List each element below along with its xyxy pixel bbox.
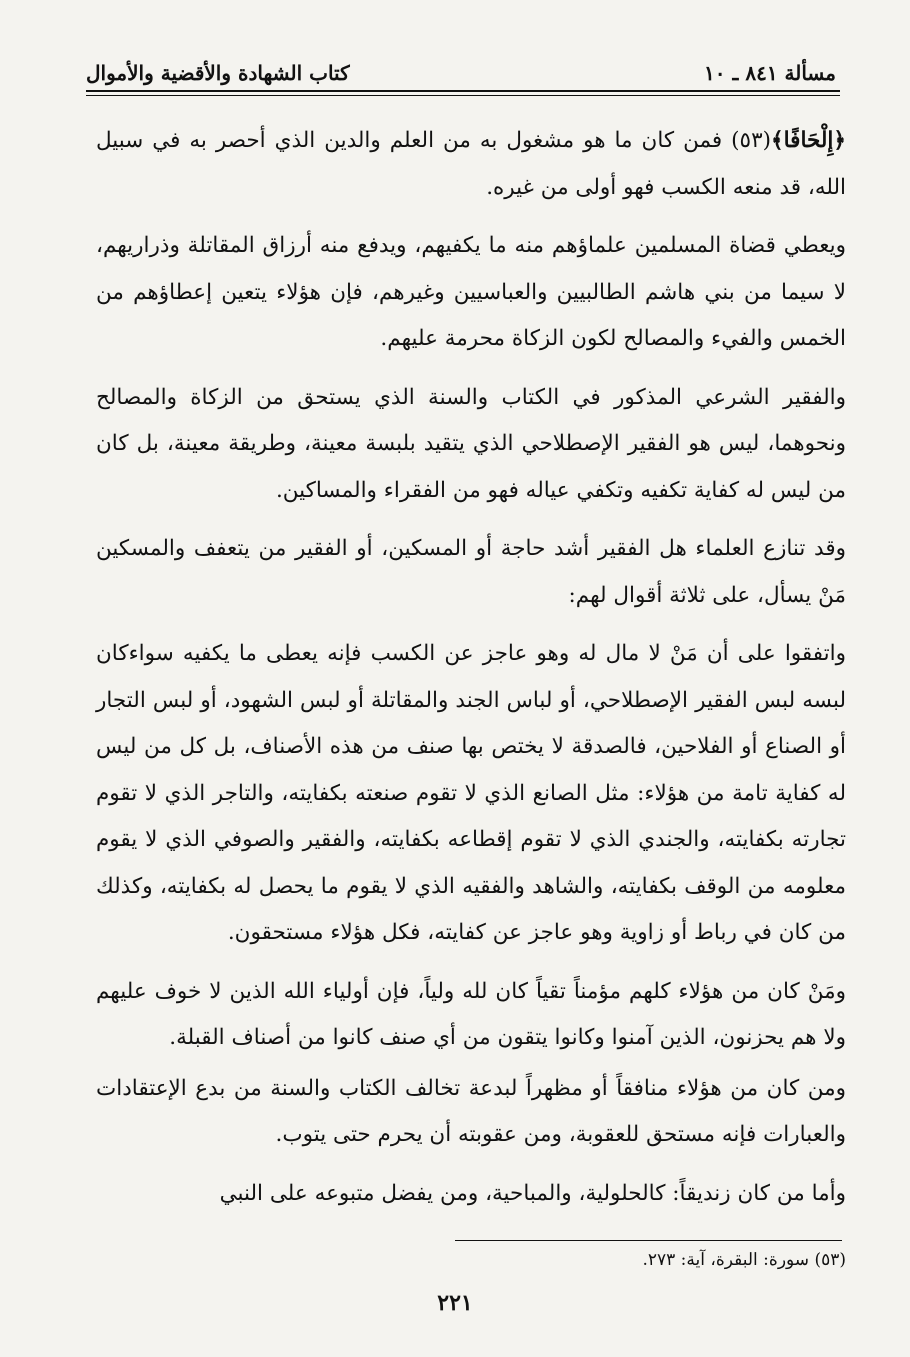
paragraph <box>96 1066 846 1159</box>
header-issue-number: مسألة ٨٤١ ـ ١٠ <box>704 61 836 85</box>
paragraph-text: (٥٣) فمن كان ما هو مشغول به من العلم والدين الذي أحصر به في سبيل الله، قد منعه الكسب فهو أولى من غيره. <box>96 128 846 200</box>
paragraph-text: واتفقوا على أن مَنْ لا مال له وهو عاجز عن الكسب فإنه يعطى ما يكفيه سواءكان لبسه لبس الفقير الإصطلاحي، أو لباس الجند والمقاتلة أو لبس الشهود، أو لبس التجار أو الصناع أو الفلاحين، فالصدقة لا يختص بها صنف من هذه الأصناف، بل كل من ليس له كفاية تامة من هؤلاء: مثل الصانع الذي لا تقوم صنعته بكفايته، والتاجر الذي لا تقوم تجارته بكفايته، والجندي الذي لا تقوم إقطاعه بكفايته، والفقير والصوفي الذي لا يقوم معلومه من الوقف بكفايته، والشاهد والفقيه الذي لا يقوم ما يحصل له بكفايته، وكذلك من كان في رباط أو زاوية وهو عاجز عن كفايته، فكل هؤلاء مستحقون. <box>96 641 846 945</box>
header-rule-thin <box>86 95 840 96</box>
paragraph-text: ومَنْ كان من هؤلاء كلهم مؤمناً تقياً كان لله ولياً، فإن أولياء الله الذين لا خوف عليهم ولا هم يحزنون، الذين آمنوا وكانوا يتقون من أي صنف كانوا من أصناف القبلة. <box>96 978 846 1050</box>
paragraph-text: ومن كان من هؤلاء منافقاً أو مظهراً لبدعة تخالف الكتاب والسنة من بدع الإعتقادات والعبارات فإنه مستحق للعقوبة، ومن عقوبته أن يحرم حتى يتوب. <box>96 1075 846 1147</box>
paragraph <box>96 223 846 363</box>
footnote-rule <box>455 1240 842 1241</box>
paragraph-text: ويعطي قضاة المسلمين علماؤهم منه ما يكفيهم، ويدفع منه أرزاق المقاتلة وذراريهم، لا سيما من بني هاشم الطالبيين والعباسيين وغيرهم، فإن هؤلاء يتعين إعطاؤهم من الخمس والفيء والمصالح لكون الزكاة محرمة عليهم. <box>96 233 846 351</box>
running-header <box>86 56 836 90</box>
header-book-title: كتاب الشهادة والأقضية والأموال <box>86 61 350 85</box>
paragraph <box>96 1171 846 1218</box>
header-rule-thick <box>86 90 840 92</box>
paragraph <box>96 526 846 619</box>
paragraph <box>96 375 846 515</box>
paragraph-text: وأما من كان زنديقاً: كالحلولية، والمباحية، ومن يفضل متبوعه على النبي <box>219 1180 846 1206</box>
page-number: ٢٢١ <box>437 1290 473 1316</box>
quran-word: ﴿إِلْحَافًا﴾ <box>771 128 846 153</box>
paragraph-text: وقد تنازع العلماء هل الفقير أشد حاجة أو المسكين، أو الفقير من يتعفف والمسكين مَنْ يسأل، على ثلاثة أقوال لهم: <box>96 536 846 608</box>
footnote: (٥٣) سورة: البقرة، آية: ٢٧٣. <box>642 1250 846 1270</box>
page-body <box>96 118 846 1229</box>
paragraph <box>96 631 846 957</box>
paragraph-text: والفقير الشرعي المذكور في الكتاب والسنة الذي يستحق من الزكاة والمصالح ونحوهما، ليس هو الفقير الإصطلاحي الذي يتقيد بلبسة معينة، وطريقة معينة، بل كان من ليس له كفاية تكفيه وتكفي عياله فهو من الفقراء والمساكين. <box>96 384 846 503</box>
paragraph <box>96 118 846 211</box>
paragraph <box>96 969 846 1062</box>
